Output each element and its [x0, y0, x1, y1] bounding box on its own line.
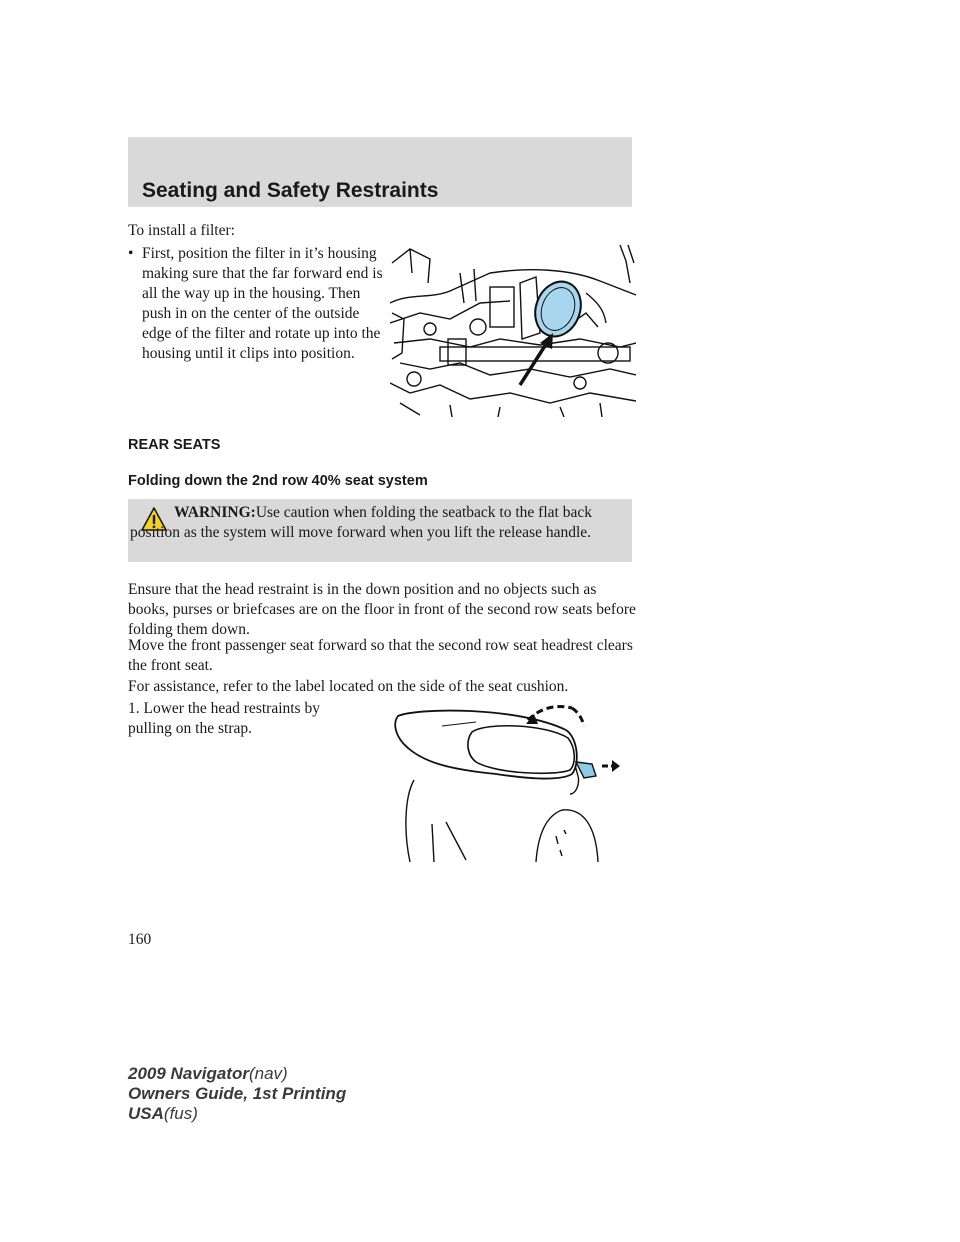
page-number: 160 [128, 931, 152, 948]
intro-text: To install a filter: [128, 222, 235, 239]
cabin-filter-illustration [390, 243, 636, 417]
warning-body: Use caution when folding the seatback to the flat back position as the system will move forward when you lift the release handle. [130, 504, 592, 541]
bullet-text: First, position the filter in it’s housing making sure that the far forward end is all the way up in the housing. Then push in on the center of the outside edge of the filter and rotate up into the housing until it clips into position. [142, 245, 383, 362]
warning-box [128, 499, 632, 562]
footer-printing: Owners Guide, 1st Printing [128, 1084, 347, 1103]
document-footer [128, 1064, 346, 1124]
section-title: Seating and Safety Restraints [142, 179, 439, 202]
paragraph: Move the front passenger seat forward so that the second row seat headrest clears the front seat. [128, 637, 633, 674]
step-1-text: 1. Lower the head restraints by pulling on the strap. [128, 700, 320, 737]
paragraph: Ensure that the head restraint is in the down position and no objects such as books, purses or briefcases are on the floor in front of the second row seats before folding them down. [128, 581, 636, 638]
bullet-dot: • [128, 245, 134, 262]
footer-region: USA [128, 1104, 164, 1123]
footer-model-code: (nav) [248, 1064, 288, 1083]
footer-model: 2009 Navigator [128, 1064, 249, 1083]
warning-label: WARNING: [174, 504, 256, 521]
head-restraint-illustration [386, 704, 620, 862]
paragraph: For assistance, refer to the label located on the side of the seat cushion. [128, 678, 569, 695]
section-header-band [128, 137, 632, 207]
footer-region-code: (fus) [163, 1104, 198, 1123]
subsection-heading: Folding down the 2nd row 40% seat system [128, 473, 428, 489]
section-heading: REAR SEATS [128, 437, 221, 453]
warning-text [130, 503, 626, 543]
